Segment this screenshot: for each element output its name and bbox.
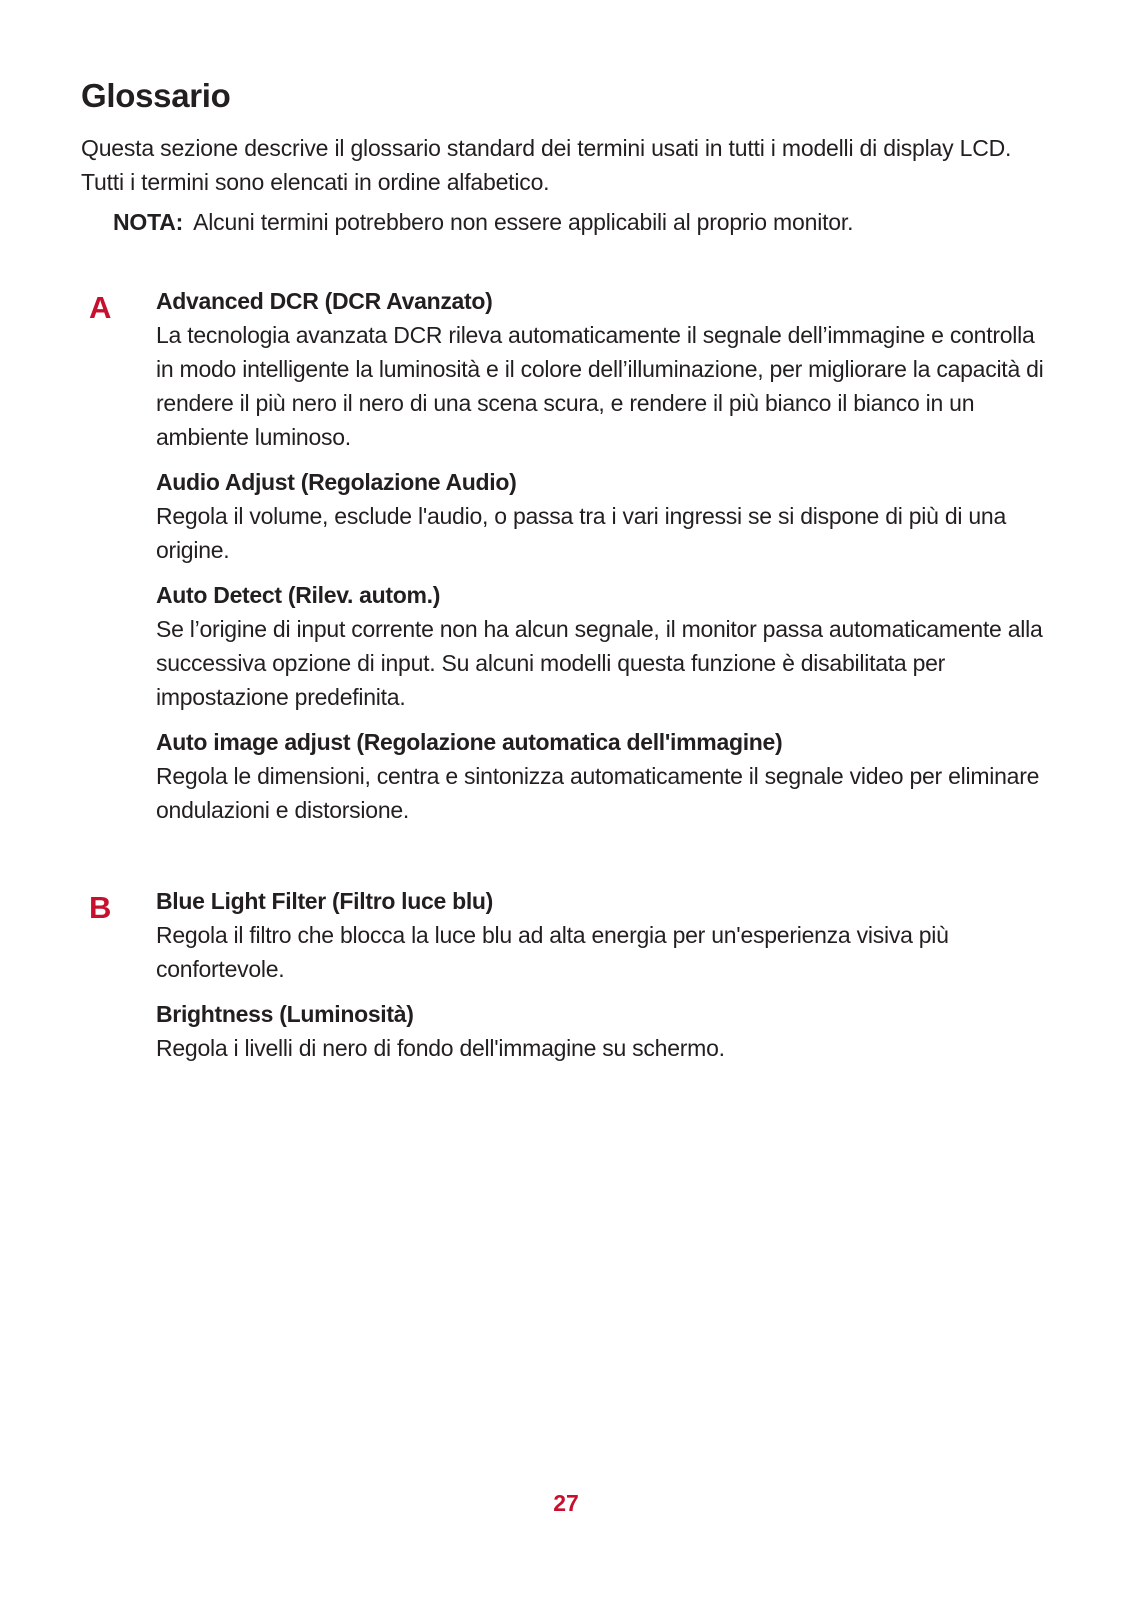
entry-term: Audio Adjust (Regolazione Audio) [156, 469, 517, 495]
glossary-entry [156, 997, 1056, 1065]
glossary-entry [156, 578, 1056, 714]
entry-term: Brightness (Luminosità) [156, 1001, 414, 1027]
section-letter: B [89, 890, 112, 925]
glossary-entry [156, 725, 1056, 827]
note [113, 205, 853, 239]
glossary-entry [156, 884, 1056, 986]
entry-definition: Se l’origine di input corrente non ha alcun segnale, il monitor passa automaticamente alla successiva opzione di input. Su alcuni modelli questa funzione è disabilitata per impostazione predefinita. [156, 616, 1043, 710]
section-entries [156, 884, 1056, 1076]
section-entries [156, 284, 1056, 838]
intro-paragraph: Questa sezione descrive il glossario standard dei termini usati in tutti i modelli di display LCD. Tutti i termini sono elencati in ordine alfabetico. [81, 135, 1012, 195]
note-text: Alcuni termini potrebbero non essere applicabili al proprio monitor. [193, 209, 854, 235]
entry-definition: Regola i livelli di nero di fondo dell'immagine su schermo. [156, 1035, 725, 1061]
entry-definition: Regola le dimensioni, centra e sintonizza automaticamente il segnale video per eliminare ondulazioni e distorsione. [156, 763, 1040, 823]
page-number: 27 [553, 1490, 579, 1516]
glossary-entry [156, 465, 1056, 567]
page-title: Glossario [81, 77, 231, 114]
entry-term: Auto image adjust (Regolazione automatica dell'immagine) [156, 729, 783, 755]
entry-term: Auto Detect (Rilev. autom.) [156, 582, 441, 608]
entry-definition: Regola il volume, esclude l'audio, o passa tra i vari ingressi se si dispone di più di una origine. [156, 503, 1006, 563]
note-label: NOTA: [113, 209, 184, 235]
entry-term: Advanced DCR (DCR Avanzato) [156, 288, 493, 314]
entry-term: Blue Light Filter (Filtro luce blu) [156, 888, 494, 914]
entry-definition: La tecnologia avanzata DCR rileva automaticamente il segnale dell’immagine e controlla in modo intelligente la luminosità e il colore dell’illuminazione, per migliorare la capacità di rendere il più nero il nero di una scena scura, e rendere il più bianco il bianco in un ambiente luminoso. [156, 322, 1044, 450]
entry-definition: Regola il filtro che blocca la luce blu ad alta energia per un'esperienza visiva più confortevole. [156, 922, 949, 982]
section-letter: A [89, 290, 112, 325]
glossary-entry [156, 284, 1056, 454]
